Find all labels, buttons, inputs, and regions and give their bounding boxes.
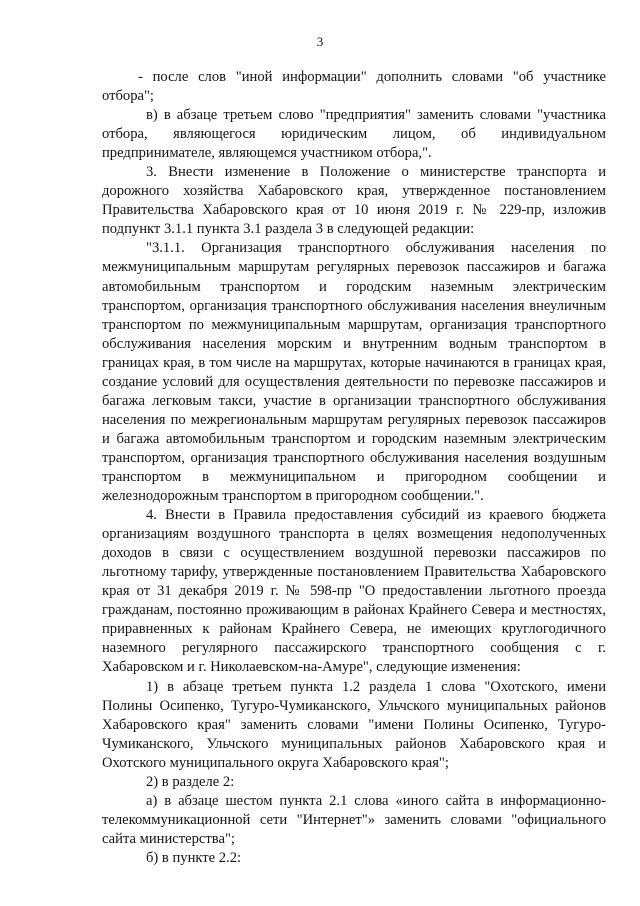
paragraph-item-v: в) в абзаце третьем слово "предприятия" заменить словами "участника отбора, являющегося юридическим лицом, об индивидуальном предпринимателе, являющемся участником отбора,".: [102, 107, 606, 162]
paragraph-item-b: б) в пункте 2.2:: [146, 849, 242, 866]
paragraph-item-1: 1) в абзаце третьем пункта 1.2 раздела 1 слова "Охотского, имени Полины Осипенко, Тугуро-Чумиканского, Ульчского муниципальных районов Хабаровского края" заменить словами "имени Полины Осипенко, Тугуро-Чумиканского, Ульчского муниципальных районов Хабаровского края и Охотского муниципального округа Хабаровского края";: [102, 678, 606, 771]
paragraph-subclause-3-1-1: "3.1.1. Организация транспортного обслуживания населения по межмуниципальным маршрутам регулярных перевозок пассажиров и багажа автомобильным транспортом и городским наземным электрическим транспортом, организация транспортного обслуживания населения внеуличным транспортом по межмуниципальным маршрутам, организация транспортного обслуживания населения морским и внутренним водным транспортом в границах края, в том числе на маршрутах, которые начинаются в границах края, создание условий для осуществления деятельности по перевозке пассажиров и багажа легковым такси, участие в организации транспортного обслуживания населения по межрегиональным маршрутам регулярных перевозок пассажиров и багажа автомобильным транспортом и городским наземным электрическим транспортом, организация транспортного обслуживания населения воздушным транспортом в межмуниципальном и пригородном сообщении и железнодорожным транспортом в пригородном сообщении.".: [102, 240, 606, 505]
paragraph-add-words: - после слов "иной информации" дополнить словами "об участнике отбора";: [102, 69, 606, 105]
paragraph-section-4: 4. Внести в Правила предоставления субсидий из краевого бюджета организациям воздушного транспорта в целях возмещения недополученных доходов в связи с осуществлением воздушной перевозки пассажиров по льготному тарифу, утвержденные постановлением Правительства Хабаровского края от 31 декабря 2019 г. № 598-пр "О предоставлении льготного проезда гражданам, постоянно проживающим в районах Крайнего Севера и местностях, приравненных к районам Крайнего Севера, не имеющих круглогодичного наземного регулярного пассажирского транспортного сообщения с г. Хабаровском и г. Николаевском-на-Амуре", следующие изменения:: [102, 507, 606, 676]
paragraph-section-3: 3. Внести изменение в Положение о министерстве транспорта и дорожного хозяйства Хабаровского края, утвержденное постановлением Правительства Хабаровского края от 10 июня 2019 г. № 229-пр, изложив подпункт 3.1.1 пункта 3.1 раздела 3 в следующей редакции:: [102, 164, 606, 238]
document-body: [102, 68, 606, 868]
paragraph-item-2: 2) в разделе 2:: [146, 773, 235, 790]
paragraph-item-a: а) в абзаце шестом пункта 2.1 слова «иного сайта в информационно-телекоммуникационной сети "Интернет"» заменить словами "официального сайта министерства";: [102, 792, 606, 847]
page-number: 3: [316, 34, 324, 49]
